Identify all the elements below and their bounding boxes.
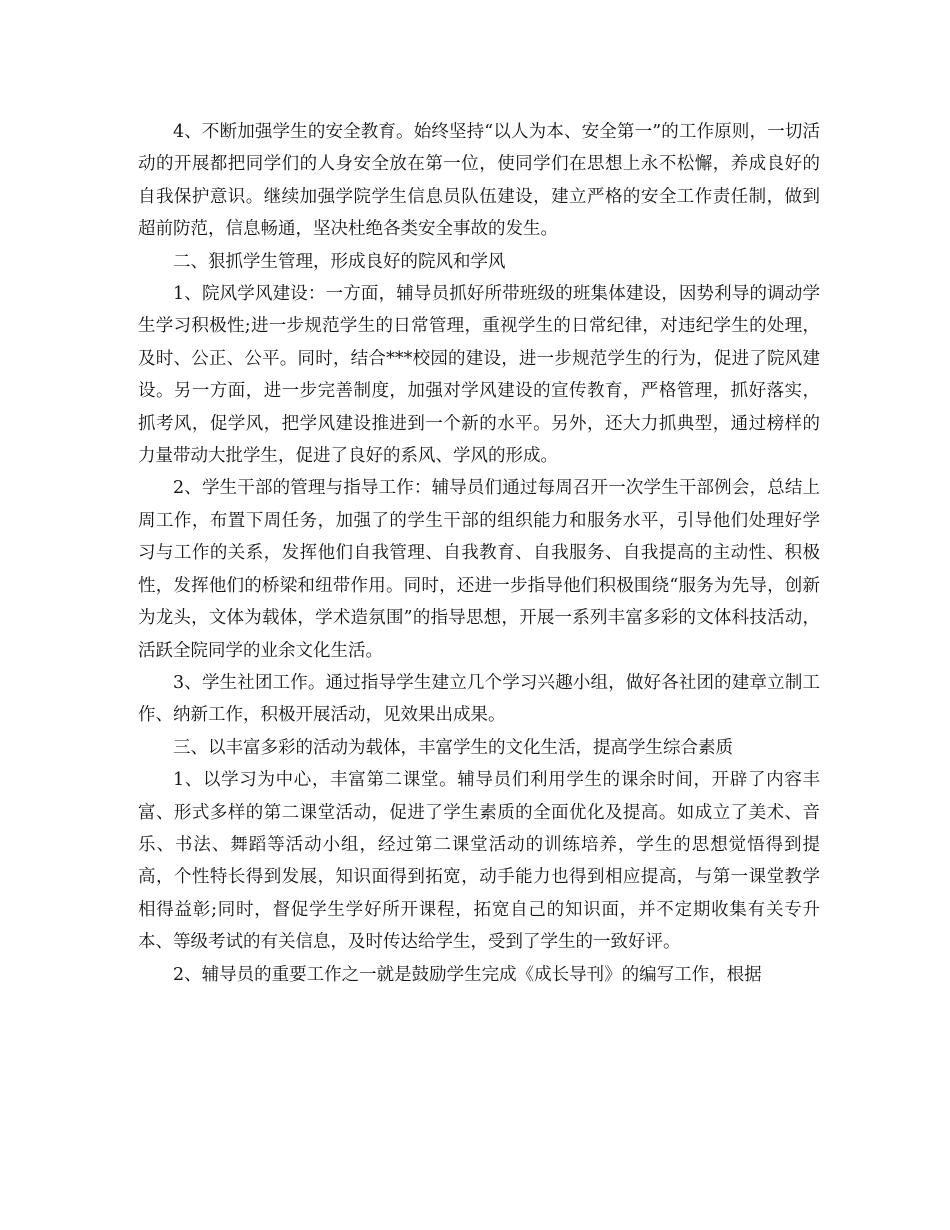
paragraph-student-clubs: 3、学生社团工作。通过指导学生建立几个学习兴趣小组，做好各社团的建章立制工作、纳新工作，积极开展活动，见效果出成果。: [138, 672, 820, 726]
paragraph-student-cadres: 2、学生干部的管理与指导工作：辅导员们通过每周召开一次学生干部例会，总结上周工作，布置下周任务，加强了的学生干部的组织能力和服务水平，引导他们处理好学习与工作的关系，发挥他们自我管理、自我教育、自我服务、自我提高的主动性、积极性，发挥他们的桥梁和纽带作用。同时，还进一步指导他们积极围绕“服务为先导，创新为龙头，文体为载体，学术造氛围”的指导思想，开展一系列丰富多彩的文体科技活动，活跃全院同学的业余文化生活。: [138, 478, 820, 661]
paragraph-safety-education: 4、不断加强学生的安全教育。始终坚持“以人为本、安全第一”的工作原则，一切活动的开展都把同学们的人身安全放在第一位，使同学们在思想上永不松懈，养成良好的自我保护意识。继续加强学院学生信息员队伍建设，建立严格的安全工作责任制，做到超前防范，信息畅通，坚决杜绝各类安全事故的发生。: [138, 122, 820, 240]
document-page: [138, 116, 820, 991]
section-heading-student-management: 二、狠抓学生管理，形成良好的院风和学风: [173, 251, 506, 272]
section-heading-activities: 三、以丰富多彩的活动为载体，丰富学生的文化生活，提高学生综合素质: [173, 737, 733, 758]
paragraph-second-classroom: 1、以学习为中心，丰富第二课堂。辅导员们利用学生的课余时间，开辟了内容丰富、形式多样的第二课堂活动，促进了学生素质的全面优化及提高。如成立了美术、音乐、书法、舞蹈等活动小组，经过第二课堂活动的训练培养，学生的思想觉悟得到提高，个性特长得到发展，知识面得到拓宽，动手能力也得到相应提高，与第一课堂教学相得益彰;同时，督促学生学好所开课程，拓宽自己的知识面，并不定期收集有关专升本、等级考试的有关信息，及时传达给学生，受到了学生的一致好评。: [138, 770, 820, 953]
paragraph-growth-guide: 2、辅导员的重要工作之一就是鼓励学生完成《成长导刊》的编写工作，根据: [173, 964, 762, 985]
paragraph-study-style: 1、院风学风建设：一方面，辅导员抓好所带班级的班集体建设，因势利导的调动学生学习积极性;进一步规范学生的日常管理，重视学生的日常纪律，对违纪学生的处理，及时、公正、公平。同时，结合***校园的建设，进一步规范学生的行为，促进了院风建设。另一方面，进一步完善制度，加强对学风建设的宣传教育，严格管理，抓好落实，抓考风，促学风，把学风建设推进到一个新的水平。另外，还大力抓典型，通过榜样的力量带动大批学生，促进了良好的系风、学风的形成。: [138, 284, 820, 467]
